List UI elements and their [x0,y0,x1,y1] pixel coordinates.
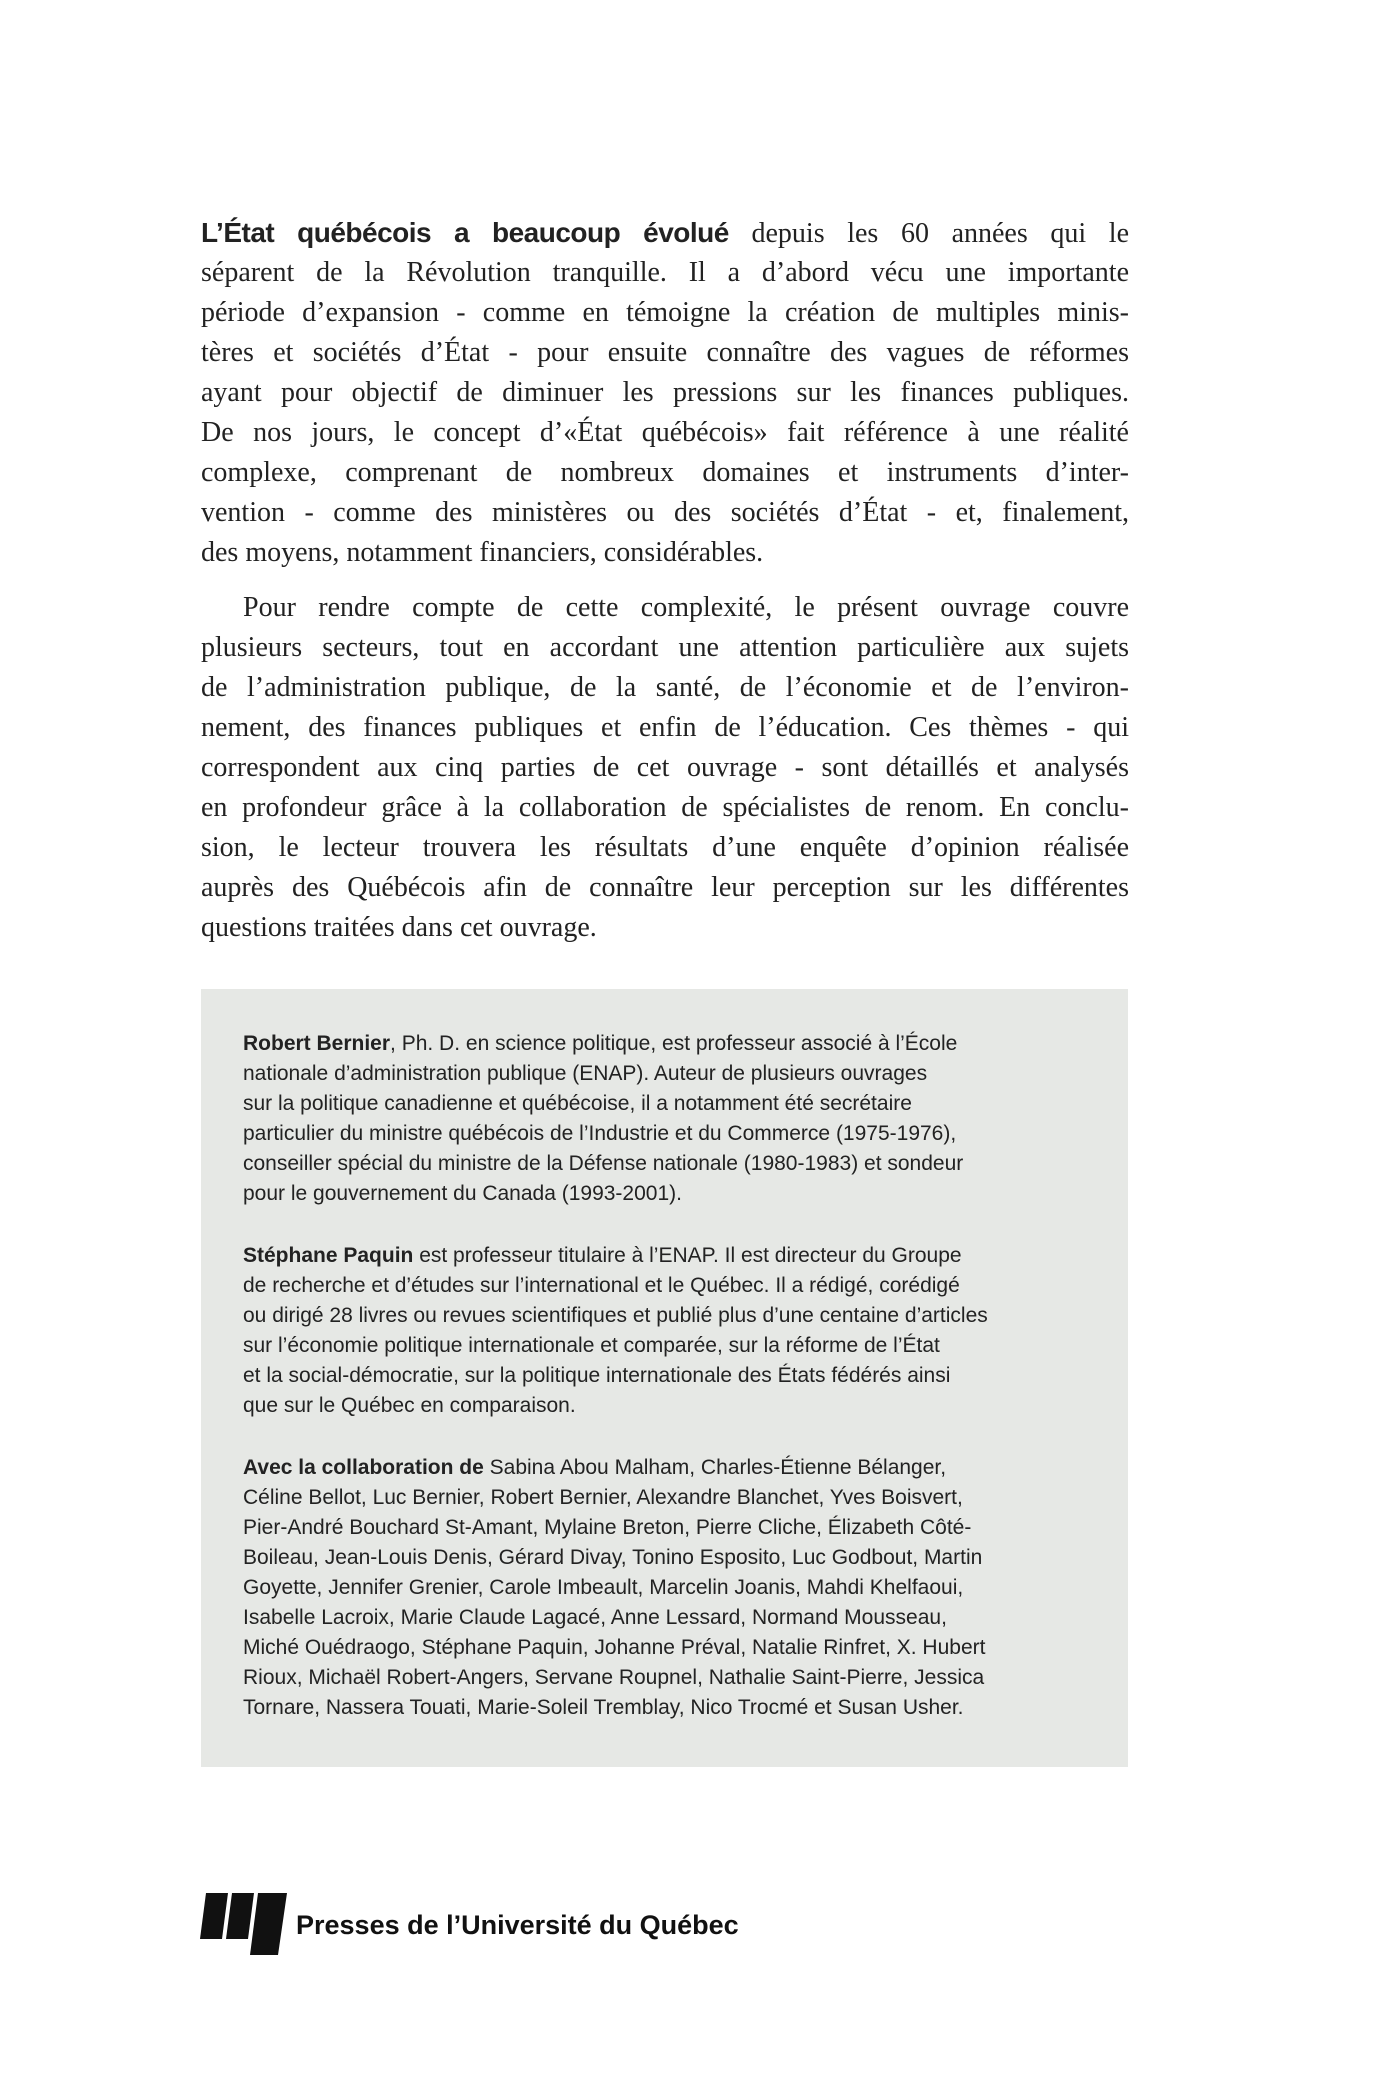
text-line [243,1361,1103,1391]
text-line [243,1271,1103,1301]
line-text: que sur le Québec en comparaison. [243,1394,576,1417]
description-paragraph-2 [201,588,1129,948]
line-text: Goyette, Jennifer Grenier, Carole Imbeault, Marcelin Joanis, Mahdi Khelfaoui, [243,1576,964,1599]
line-text: Isabelle Lacroix, Marie Claude Lagacé, Anne Lessard, Normand Mousseau, [243,1606,947,1629]
text-line [243,1331,1103,1361]
text-line: nement, des finances publiques et enfin de l’éducation. Ces thèmes - qui [201,712,1129,743]
text-line: de l’administration publique, de la santé, de l’économie et de l’environ- [201,672,1129,703]
text-line: auprès des Québécois afin de connaître leur perception sur les différentes [201,872,1129,903]
description-text [201,213,1129,948]
line-text: période d’expansion - comme en témoigne la création de multiples minis- [201,297,1129,328]
line-text: séparent de la Révolution tranquille. Il a d’abord vécu une importante [201,257,1129,288]
author-paragraph [243,1453,1103,1723]
line-text: et la social-démocratie, sur la politique internationale des États fédérés ainsi [243,1364,951,1387]
text-line [243,1573,1103,1603]
publisher-name: Presses de l’Université du Québec [296,1910,739,1940]
line-text: Miché Ouédraogo, Stéphane Paquin, Johanne Préval, Natalie Rinfret, X. Hubert [243,1636,986,1659]
text-line [243,1179,1103,1209]
line-text: de recherche et d’études sur l’international et le Québec. Il a rédigé, corédigé [243,1274,960,1297]
line-text: , Ph. D. en science politique, est professeur associé à l’École [390,1032,958,1055]
text-line [201,533,1129,573]
text-line [243,1663,1103,1693]
line-text: des moyens, notamment financiers, considérables. [201,537,764,568]
text-line [243,1241,1103,1271]
text-line [201,413,1129,453]
line-text: ou dirigé 28 livres ou revues scientifiques et publié plus d’une centaine d’articles [243,1304,988,1327]
line-text: Pier-André Bouchard St-Amant, Mylaine Breton, Pierre Cliche, Élizabeth Côté- [243,1516,972,1539]
author-name: Robert Bernier [243,1032,391,1055]
text-line [201,373,1129,413]
line-text: sur la politique canadienne et québécoise, il a notamment été secrétaire [243,1092,912,1115]
text-line: correspondent aux cinq parties de cet ouvrage - sont détaillés et analysés [201,752,1129,783]
line-text: tères et sociétés d’État - pour ensuite connaître des vagues de réformes [201,337,1129,368]
line-text: est professeur titulaire à l’ENAP. Il est directeur du Groupe [413,1244,962,1267]
text-line [243,1483,1103,1513]
line-text: sur l’économie politique internationale et comparée, sur la réforme de l’État [243,1334,940,1357]
line-text: complexe, comprenant de nombreux domaines et instruments d’inter- [201,457,1129,488]
line-text: Boileau, Jean-Louis Denis, Gérard Divay, Tonino Esposito, Luc Godbout, Martin [243,1546,983,1569]
text-line [201,493,1129,533]
lead-phrase: L’État québécois a beaucoup évolué [201,217,729,248]
line-text: ayant pour objectif de diminuer les pressions sur les finances publiques. [201,377,1129,408]
text-line [243,1059,1103,1089]
line-text: conseiller spécial du ministre de la Défense nationale (1980-1983) et sondeur [243,1152,964,1175]
author-name: Stéphane Paquin [243,1244,414,1267]
description-paragraph-1 [201,213,1129,573]
text-line [243,1391,1103,1421]
line-text: Sabina Abou Malham, Charles-Étienne Bélanger, [483,1456,947,1479]
text-line [243,1089,1103,1119]
text-line [243,1119,1103,1149]
author-paragraph [243,1029,1103,1209]
puq-logo-icon [200,1893,290,1955]
text-line [243,1513,1103,1543]
line-text: Rioux, Michaël Robert-Angers, Servane Roupnel, Nathalie Saint-Pierre, Jessica [243,1666,985,1689]
authors-box [201,989,1128,1767]
text-line: sion, le lecteur trouvera les résultats d’une enquête d’opinion réalisée [201,832,1129,863]
text-line: en profondeur grâce à la collaboration de spécialistes de renom. En conclu- [201,792,1129,823]
line-text: De nos jours, le concept d’«État québécois» fait référence à une réalité [201,417,1129,448]
line-text: pour le gouvernement du Canada (1993-2001). [243,1182,682,1205]
text-line [201,293,1129,333]
text-line: plusieurs secteurs, tout en accordant une attention particulière aux sujets [201,632,1129,663]
text-line [243,1029,1103,1059]
text-line [201,453,1129,493]
line-text: particulier du ministre québécois de l’Industrie et du Commerce (1975-1976), [243,1122,957,1145]
author-paragraph [243,1241,1103,1421]
text-line [243,1301,1103,1331]
text-line [201,213,1129,253]
text-line: questions traitées dans cet ouvrage. [201,912,597,943]
text-line [243,1543,1103,1573]
line-text: depuis les 60 années qui le [728,218,1130,249]
line-text: Céline Bellot, Luc Bernier, Robert Bernier, Alexandre Blanchet, Yves Boisvert, [243,1486,963,1509]
text-line [243,1149,1103,1179]
text-line [243,1633,1103,1663]
line-text: nationale d’administration publique (ENAP). Auteur de plusieurs ouvrages [243,1062,928,1085]
text-line [243,1693,1103,1723]
text-line [243,1453,1103,1483]
line-text: vention - comme des ministères ou des sociétés d’État - et, finalement, [201,497,1129,528]
text-line [201,253,1129,293]
text-line [201,333,1129,373]
text-line [243,1603,1103,1633]
line-text: Tornare, Nassera Touati, Marie-Soleil Tremblay, Nico Trocmé et Susan Usher. [243,1696,964,1719]
text-line: Pour rendre compte de cette complexité, le présent ouvrage couvre [243,592,1129,623]
author-name: Avec la collaboration de [243,1456,484,1479]
